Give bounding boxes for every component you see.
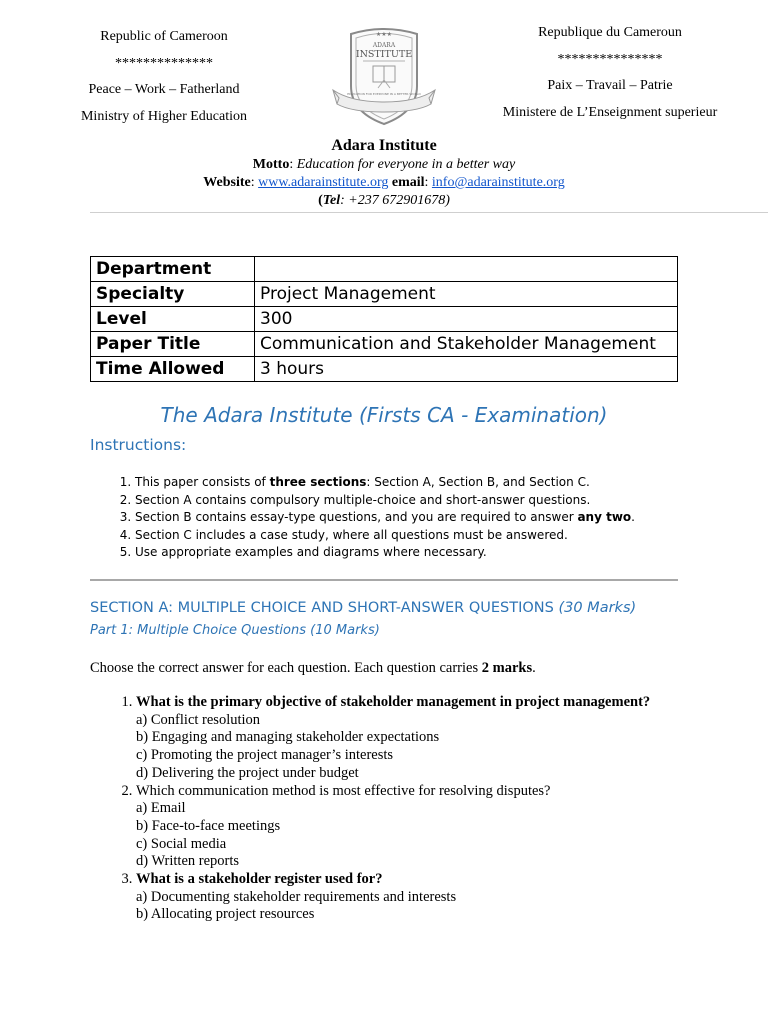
header-left-line: Ministry of Higher Education — [80, 108, 248, 124]
header-left-line: Peace – Work – Fatherland — [88, 82, 240, 97]
website-link[interactable]: www.adarainstitute.org — [258, 175, 389, 190]
question-item — [136, 694, 650, 783]
contact-line: Website: www.adarainstitute.org email: info@adarainstitute.org — [203, 175, 565, 190]
question-text: What is the primary objective of stakeholder management in project management? — [136, 694, 651, 710]
answer-option: b) Face-to-face meetings — [136, 817, 281, 834]
table-key: Paper Title — [91, 332, 255, 357]
motto-text: Education for everyone in a better way — [296, 157, 516, 172]
list-item: 1. This paper consists of three sections: Section A, Section B, and Section C. — [135, 474, 635, 492]
header-right-block — [500, 24, 720, 122]
section-a-directions: Choose the correct answer for each question. Each question carries 2 marks. — [90, 660, 536, 676]
svg-text:★★★: ★★★ — [375, 31, 393, 38]
table-value: 300 — [255, 307, 678, 332]
tel-number: : +237 672901678 — [340, 193, 446, 208]
answer-option: d) Delivering the project under budget — [136, 764, 359, 781]
header-right-line: Ministere de L’Enseignment superieur — [502, 104, 718, 120]
table-row — [91, 332, 678, 357]
list-item: 2. Section A contains compulsory multiple-choice and short-answer questions. — [135, 492, 635, 510]
answer-option: a) Documenting stakeholder requirements and interests — [136, 888, 457, 905]
table-value — [255, 257, 678, 282]
list-item: 4. Section C includes a case study, where all questions must be answered. — [135, 527, 635, 545]
section-a-title: SECTION A: MULTIPLE CHOICE AND SHORT-ANSWER QUESTIONS (30 Marks) — [90, 600, 637, 616]
logo-bottom-text: EDUCATION FOR EVERYONE IN A BETTER WORLD — [347, 92, 421, 96]
table-value: Communication and Stakeholder Management — [255, 332, 678, 357]
table-key: Department — [91, 257, 255, 282]
table-row — [91, 307, 678, 332]
tel-label: Tel — [322, 193, 341, 208]
question-item — [136, 871, 650, 924]
email-link[interactable]: info@adarainstitute.org — [431, 175, 565, 190]
institute-name: Adara Institute — [331, 137, 437, 154]
section-divider — [90, 579, 678, 581]
header-divider — [90, 212, 768, 213]
tel-line: (Tel: +237 672901678) — [318, 193, 450, 208]
email-label: email — [391, 175, 425, 190]
table-key: Level — [91, 307, 255, 332]
table-row — [91, 357, 678, 382]
table-row — [91, 282, 678, 307]
question-list — [90, 694, 650, 924]
table-value: Project Management — [255, 282, 678, 307]
institute-logo — [331, 24, 437, 128]
header-right-line: Republique du Cameroun — [538, 25, 682, 40]
motto-line: Motto: Education for everyone in a better way — [252, 157, 516, 172]
answer-option: b) Engaging and managing stakeholder expectations — [136, 729, 440, 746]
header-right-line: *************** — [557, 51, 663, 67]
header-right-line: Paix – Travail – Patrie — [547, 78, 673, 93]
instructions-list — [90, 474, 635, 562]
question-item — [136, 783, 650, 872]
list-item: 3. Section B contains essay-type questions, and you are required to answer any two. — [135, 509, 635, 527]
answer-option: c) Promoting the project manager’s interests — [136, 747, 394, 764]
answer-option: c) Social media — [136, 835, 227, 852]
part-1-title: Part 1: Multiple Choice Questions (10 Marks) — [90, 623, 380, 638]
header-left-line: Republic of Cameroon — [100, 29, 228, 44]
section-a-marks: (30 Marks) — [558, 600, 637, 616]
logo-top-text: ADARA — [372, 42, 396, 49]
instructions-heading: Instructions: — [90, 436, 187, 454]
exam-title: The Adara Institute (Firsts CA - Examination) — [160, 403, 608, 427]
answer-option: b) Allocating project resources — [136, 906, 315, 923]
header-left-line: ************** — [115, 55, 213, 71]
answer-option: a) Email — [136, 800, 186, 817]
table-key: Specialty — [91, 282, 255, 307]
motto-label: Motto — [252, 157, 290, 172]
website-label: Website — [203, 175, 251, 190]
list-item: 5. Use appropriate examples and diagrams where necessary. — [135, 544, 635, 562]
table-key: Time Allowed — [91, 357, 255, 382]
answer-option: d) Written reports — [136, 853, 240, 870]
exam-info-table — [90, 256, 678, 382]
answer-option: a) Conflict resolution — [136, 711, 261, 728]
table-value: 3 hours — [255, 357, 678, 382]
table-row — [91, 257, 678, 282]
header-left-block — [58, 28, 270, 134]
logo-main-text: INSTITUTE — [355, 49, 413, 60]
question-text: Which communication method is most effective for resolving disputes? — [136, 782, 551, 799]
question-text: What is a stakeholder register used for? — [136, 871, 383, 888]
